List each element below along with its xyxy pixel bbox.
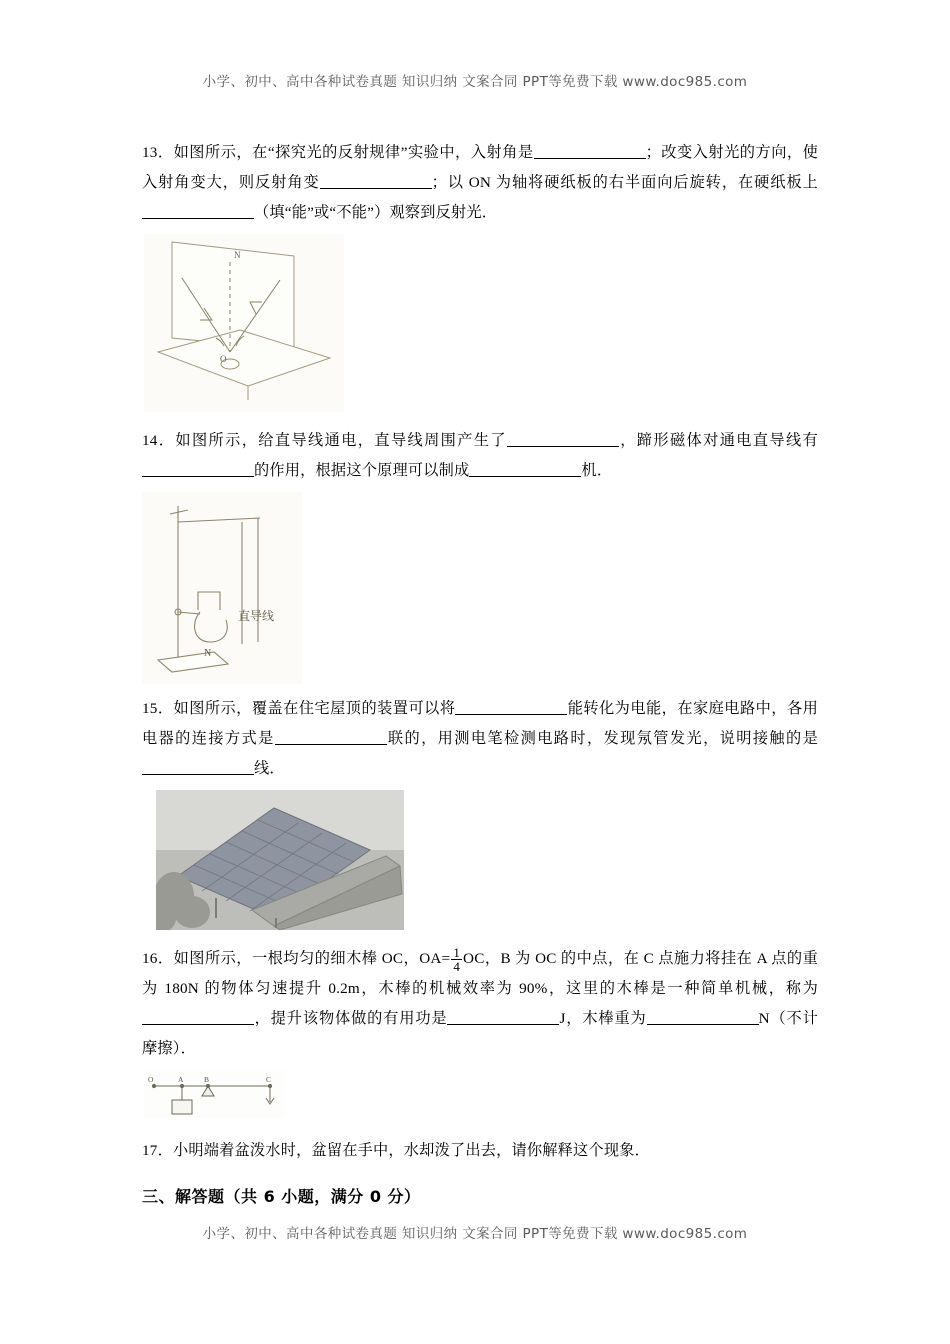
fraction-one-quarter	[451, 946, 462, 974]
figure-15-container	[142, 790, 818, 930]
answer-blank[interactable]	[507, 431, 619, 447]
question-15-text-4: 线．	[254, 760, 285, 777]
figure-14-container	[142, 492, 818, 684]
lever-svg	[144, 1070, 284, 1120]
solar-panel-svg	[156, 790, 404, 930]
solar-panel-roof-photo	[156, 790, 404, 930]
question-13-text-1: 如图所示，在“探究光的反射规律”实验中，入射角是	[173, 144, 534, 161]
question-16-number: 16．	[142, 950, 174, 967]
question-13-text-3: ；以 ON 为轴将硬纸板的右半面向后旋转，在硬纸板上	[431, 174, 818, 191]
question-14-text-3: 的作用，根据这个原理可以制成	[254, 462, 470, 479]
answer-blank[interactable]	[447, 1009, 559, 1025]
watermark-bottom: 小学、初中、高中各种试卷真题 知识归纳 文案合同 PPT等免费下载 www.doc985.com	[202, 1226, 748, 1242]
question-15	[142, 694, 818, 784]
light-reflection-svg	[144, 234, 344, 412]
watermark-top: 小学、初中、高中各种试卷真题 知识归纳 文案合同 PPT等免费下载 www.doc985.com	[202, 74, 748, 90]
answer-blank[interactable]	[647, 1009, 759, 1025]
question-14-number: 14．	[142, 432, 176, 449]
question-16-text-5: N（不计摩擦）．	[142, 1010, 818, 1057]
question-15-text-2: 能转化为电能，在家庭电路中，各用电器的连接方式是	[142, 700, 818, 747]
question-13	[142, 138, 818, 228]
question-13-text-2: ；改变入射光的方向，使入射角变大，则反射角变	[142, 144, 818, 191]
current-carrying-wire-diagram	[142, 492, 302, 684]
fraction-numerator: 1	[453, 944, 461, 960]
question-13-number: 13．	[142, 144, 174, 161]
figure-16-label-C: C	[266, 1075, 272, 1084]
answer-blank[interactable]	[142, 759, 254, 775]
figure-16-container	[142, 1070, 818, 1118]
question-15-text-3: 联的，用测电笔检测电路时，发现氖管发光，说明接触的是	[386, 730, 818, 747]
question-14	[142, 426, 818, 486]
answer-blank[interactable]	[142, 203, 254, 219]
figure-16-label-B: B	[204, 1075, 210, 1084]
question-17-number: 17．	[142, 1142, 173, 1159]
question-15-text-1: 如图所示，覆盖在住宅屋顶的装置可以将	[173, 700, 456, 717]
answer-blank[interactable]	[455, 699, 567, 715]
answer-blank[interactable]	[142, 461, 254, 477]
question-15-number: 15．	[142, 700, 174, 717]
lever-rod-diagram	[144, 1070, 284, 1118]
figure-13-container	[142, 234, 818, 412]
answer-blank[interactable]	[142, 1009, 254, 1025]
current-wire-svg	[142, 492, 312, 684]
question-17-text: 小明端着盆泼水时，盆留在手中，水却泼了出去，请你解释这个现象．	[172, 1142, 650, 1159]
answer-blank[interactable]	[534, 143, 646, 159]
answer-blank[interactable]	[320, 173, 432, 189]
figure-14-label-wire: 直导线	[238, 609, 275, 623]
document-content	[142, 138, 818, 1207]
question-16-text-1: 如图所示，一根均匀的细木棒 OC，OA=	[173, 950, 451, 967]
figure-16-label-A: A	[178, 1075, 184, 1084]
answer-blank[interactable]	[275, 729, 387, 745]
question-14-text-1: 如图所示，给直导线通电，直导线周围产生了	[175, 432, 508, 449]
question-16-text-4: J，木棒重为	[559, 1010, 647, 1027]
figure-13-label-O: O	[220, 354, 227, 364]
light-reflection-diagram	[144, 234, 344, 412]
figure-13-label-N: N	[234, 250, 241, 260]
question-16-text-3: ，提升该物体做的有用功是	[254, 1010, 448, 1027]
question-17	[142, 1136, 818, 1166]
question-16	[142, 944, 818, 1064]
figure-14-label-N: N	[204, 648, 212, 659]
question-14-text-2: ，蹄形磁体对通电直导线有	[619, 432, 818, 449]
figure-16-label-O: O	[148, 1075, 154, 1084]
question-14-text-4: 机．	[581, 462, 613, 479]
answer-blank[interactable]	[469, 461, 581, 477]
section-title: 三、解答题（共 6 小题，满分 0 分）	[142, 1187, 421, 1206]
fraction-denominator: 4	[453, 959, 461, 974]
question-16-text-2: OC，B 为 OC 的中点，在 C 点施力将挂在 A 点的重为 180N 的物体匀速提升 0.2m，木棒的机械效率为 90%，这里的木棒是一种简单机械，称为	[142, 950, 818, 997]
question-13-text-4: （填“能”或“不能”）观察到反射光．	[254, 204, 498, 221]
